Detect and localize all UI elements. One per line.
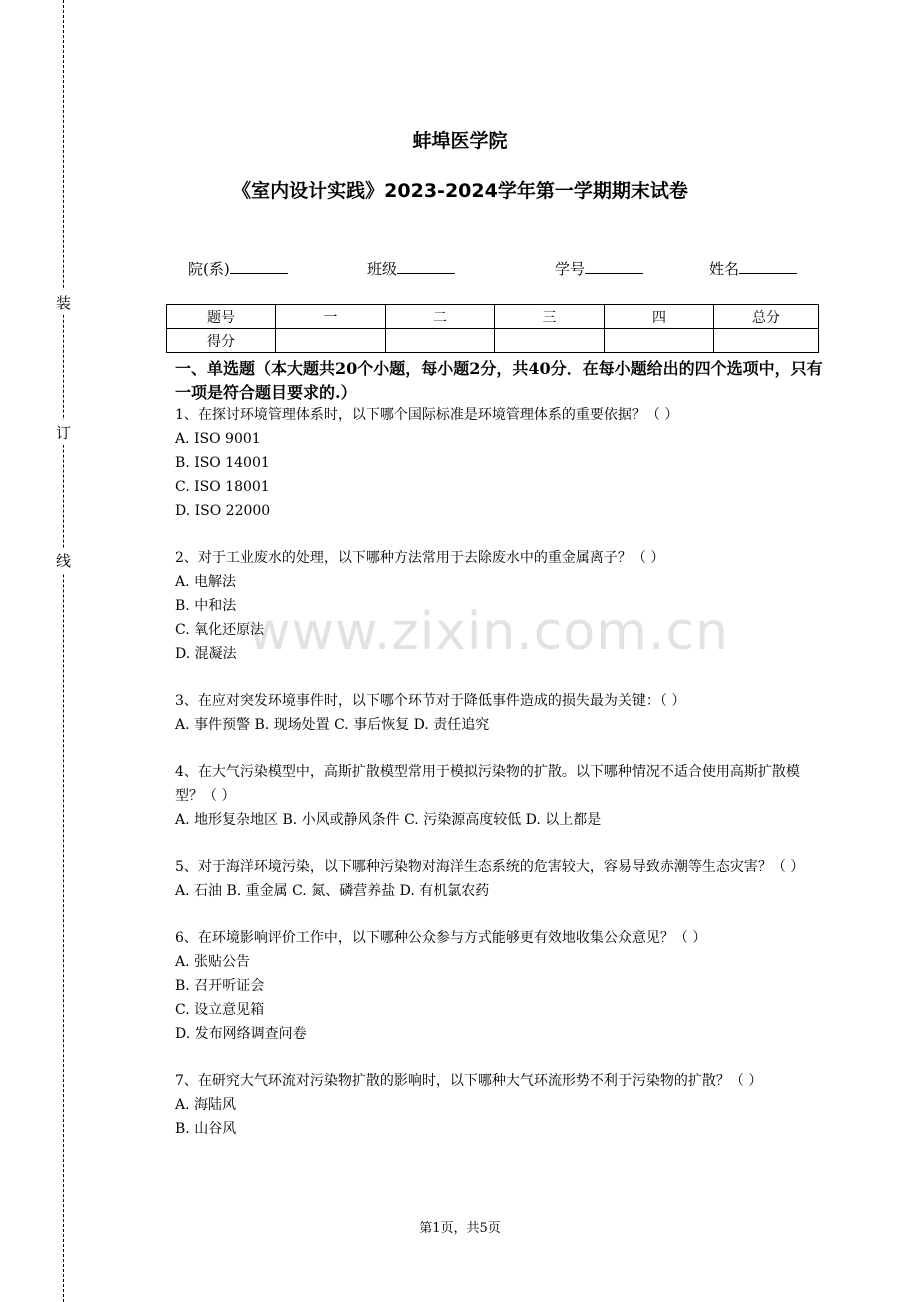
watermark: www.zixin.com.cn [248,602,729,662]
question-stem: 5、对于海洋环境污染，以下哪种污染物对海洋生态系统的危害较大，容易导致赤潮等生态灾害？（ ） [175,859,805,875]
info-department [188,258,288,279]
option: A. ISO 9001 [175,431,261,447]
name-blank[interactable] [739,259,797,274]
option: A. 石油 B. 重金属 C. 氮、磷营养盐 D. 有机氯农药 [175,883,490,899]
option: A. 电解法 [175,574,237,590]
score-input-cell[interactable] [495,329,605,353]
score-cell: 题号 [167,305,276,329]
score-table-header-row [167,305,819,329]
question-7 [175,1069,825,1141]
binding-char-zhuang: 装 [56,290,71,315]
question-stem: 4、在大气污染模型中，高斯扩散模型常用于模拟污染物的扩散。以下哪种情况不适合使用高斯扩散模型？（ ） [175,764,800,804]
school-name: 蚌埠医学院 [412,130,508,152]
student-id-blank[interactable] [585,259,643,274]
question-stem: 6、在环境影响评价工作中，以下哪种公众参与方式能够更有效地收集公众意见？（ ） [175,930,707,946]
option: C. 设立意见箱 [175,1002,265,1018]
option: C. ISO 18001 [175,479,270,495]
question-list [175,403,825,1164]
question-4 [175,760,825,832]
score-input-cell[interactable] [276,329,386,353]
binding-char-xian: 线 [56,548,71,573]
score-cell: 二 [386,305,495,329]
question-stem: 1、在探讨环境管理体系时，以下哪个国际标准是环境管理体系的重要依据？（ ） [175,407,679,423]
info-name [709,258,797,279]
info-name-label: 姓名 [709,260,740,278]
binding-char-ding: 订 [56,420,71,445]
option: A. 事件预警 B. 现场处置 C. 事后恢复 D. 责任追究 [175,717,490,733]
score-cell: 总分 [714,305,819,329]
question-stem: 7、在研究大气环流对污染物扩散的影响时，以下哪种大气环流形势不利于污染物的扩散？（ ） [175,1073,763,1089]
score-cell: 得分 [167,329,276,353]
option: D. 混凝法 [175,646,237,662]
score-table-score-row [167,329,819,353]
info-student-id [555,258,643,279]
option: A. 海陆风 [175,1097,237,1113]
info-class-label: 班级 [367,260,398,278]
score-input-cell[interactable] [714,329,819,353]
score-cell: 一 [276,305,386,329]
score-input-cell[interactable] [386,329,495,353]
question-6 [175,926,825,1046]
score-input-cell[interactable] [605,329,714,353]
option: D. 发布网络调查问卷 [175,1026,307,1042]
option: B. 召开听证会 [175,978,265,994]
question-stem: 2、对于工业废水的处理，以下哪种方法常用于去除废水中的重金属离子？（ ） [175,550,665,566]
info-class [367,258,455,279]
info-student-id-label: 学号 [555,260,586,278]
option: B. 山谷风 [175,1121,237,1137]
question-stem: 3、在应对突发环境事件时，以下哪个环节对于降低事件造成的损失最为关键：（ ） [175,693,686,709]
score-cell: 四 [605,305,714,329]
info-department-label: 院(系) [188,260,230,278]
option: B. 中和法 [175,598,237,614]
option: A. 地形复杂地区 B. 小风或静风条件 C. 污染源高度较低 D. 以上都是 [175,812,602,828]
option: A. 张贴公告 [175,954,251,970]
option: C. 氧化还原法 [175,622,265,638]
option: D. ISO 22000 [175,503,271,519]
department-blank[interactable] [230,259,288,274]
exam-title: 《室内设计实践》2023-2024学年第一学期期末试卷 [232,180,688,202]
score-cell: 三 [495,305,605,329]
score-table [166,304,819,353]
page-footer: 第1页，共5页 [419,1221,501,1236]
question-3 [175,689,825,737]
class-blank[interactable] [397,259,455,274]
option: B. ISO 14001 [175,455,270,471]
question-5 [175,855,825,903]
section-heading: 一、单选题（本大题共20个小题，每小题2分，共40分．在每小题给出的四个选项中，只有一项是符合题目要求的.） [175,359,823,402]
question-1 [175,403,825,523]
